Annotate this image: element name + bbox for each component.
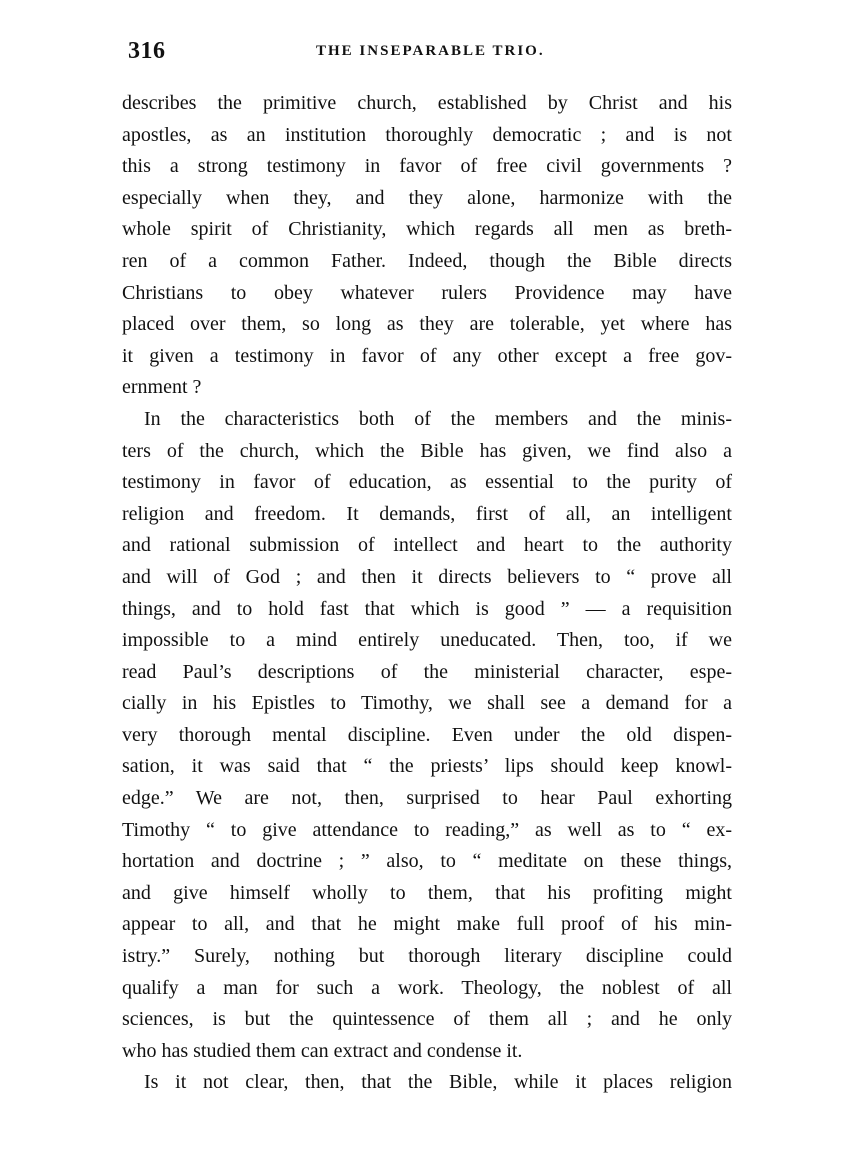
page-header [128, 38, 728, 68]
text-line: sation, it was said that “ the priests’ lips should keep knowl- [122, 755, 732, 778]
text-line: very thorough mental discipline. Even under the old dispen- [122, 723, 732, 746]
text-line: read Paul’s descriptions of the ministerial character, espe- [122, 660, 732, 683]
text-line: Is it not clear, then, that the Bible, while it places religion [144, 1071, 732, 1094]
text-line: things, and to hold fast that which is good ” — a requisition [122, 597, 732, 620]
text-line: impossible to a mind entirely uneducated. Then, too, if we [122, 629, 732, 652]
text-line: who has studied them can extract and condense it. [122, 1039, 523, 1062]
text-line: sciences, is but the quintessence of them all ; and he only [122, 1008, 732, 1031]
text-line: describes the primitive church, established by Christ and his [122, 92, 732, 114]
text-line: edge.” We are not, then, surprised to hear Paul exhorting [122, 787, 732, 810]
text-line: whole spirit of Christianity, which regards all men as breth- [122, 218, 732, 241]
text-line: cially in his Epistles to Timothy, we shall see a demand for a [122, 692, 732, 715]
text-line: ernment ? [122, 376, 202, 399]
text-line: religion and freedom. It demands, first of all, an intelligent [122, 502, 732, 525]
running-head: THE INSEPARABLE TRIO. [316, 43, 545, 59]
text-line: Timothy “ to give attendance to reading,” as well as to “ ex- [122, 818, 732, 841]
text-line: testimony in favor of education, as essential to the purity of [122, 471, 732, 494]
text-line: this a strong testimony in favor of free civil governments ? [122, 155, 732, 178]
text-line: hortation and doctrine ; ” also, to “ meditate on these things, [122, 850, 732, 873]
text-line: especially when they, and they alone, harmonize with the [122, 186, 732, 209]
text-line: and will of God ; and then it directs believers to “ prove all [122, 565, 732, 588]
text-line: it given a testimony in favor of any other except a free gov- [122, 344, 732, 367]
text-line: ters of the church, which the Bible has given, we find also a [122, 439, 732, 462]
text-line: and rational submission of intellect and heart to the authority [122, 534, 732, 557]
text-line: ren of a common Father. Indeed, though the Bible directs [122, 249, 732, 272]
text-line: and give himself wholly to them, that his profiting might [122, 881, 732, 904]
body-text [122, 88, 732, 1099]
page-number: 316 [128, 38, 166, 64]
text-line: apostles, as an institution thoroughly democratic ; and is not [122, 123, 732, 146]
text-line: qualify a man for such a work. Theology, the noblest of all [122, 976, 732, 999]
text-line: In the characteristics both of the members and the minis- [144, 407, 732, 430]
text-line: istry.” Surely, nothing but thorough literary discipline could [122, 945, 732, 968]
text-line: Christians to obey whatever rulers Providence may have [122, 281, 732, 304]
text-line: placed over them, so long as they are tolerable, yet where has [122, 313, 732, 336]
text-line: appear to all, and that he might make full proof of his min- [122, 913, 732, 936]
